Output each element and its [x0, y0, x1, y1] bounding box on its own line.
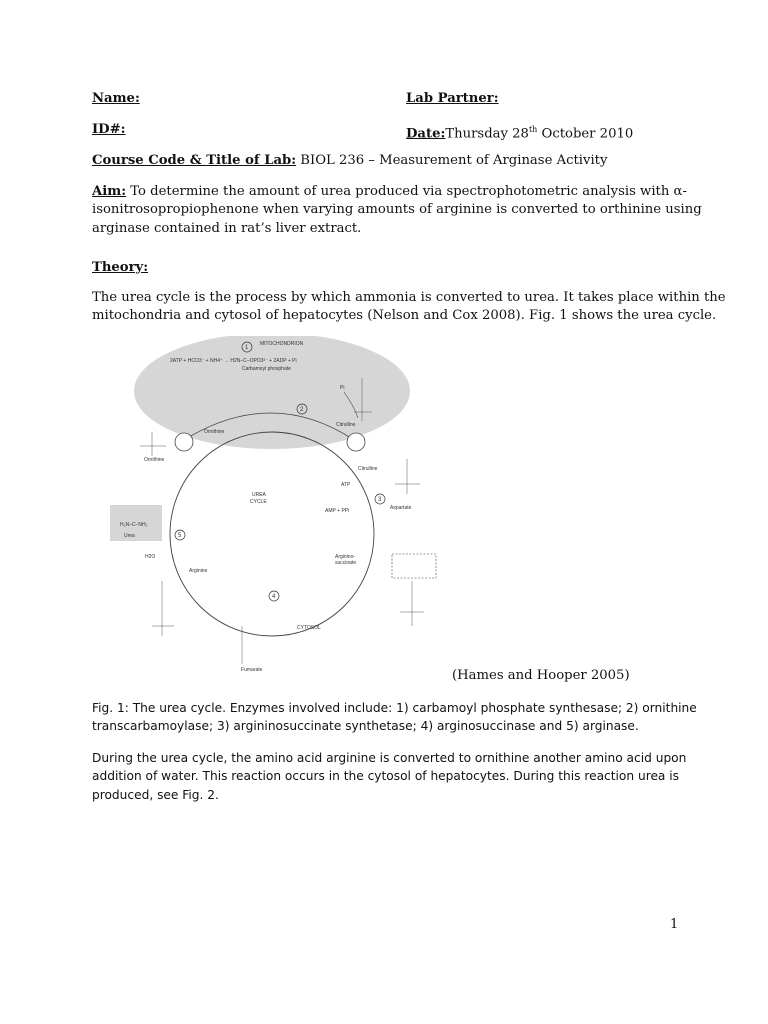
ornithine-transporter [175, 433, 193, 451]
course-label: Course Code & Title of Lab: [92, 153, 297, 168]
urea-formula: H₂N–C–NH₂ [120, 522, 148, 528]
aspartate-label: Aspartate [390, 505, 412, 511]
cycle-label: CYCLE [250, 499, 267, 505]
aim-paragraph [92, 183, 702, 238]
argininosuccinate-label: Arginino- [335, 554, 356, 560]
step-4-number: 4 [272, 594, 276, 600]
amp-label: AMP + PPi [325, 508, 350, 514]
body-line-1: During the urea cycle, the amino acid arginine is converted to ornithine another amino acid upon [92, 751, 687, 765]
page-number: 1 [670, 917, 679, 932]
structure-lines [140, 432, 424, 664]
urea-cycle-figure [92, 336, 622, 686]
figure-citation: (Hames and Hooper 2005) [452, 668, 630, 683]
citrulline-out-label: Citrulline [358, 466, 378, 472]
urea-label: Urea [124, 533, 135, 539]
fumarate-label: Fumarate [241, 667, 263, 673]
step-1-number: 1 [245, 345, 249, 351]
ornithine-struct-label: Ornithine [144, 457, 165, 463]
course-value: BIOL 236 – Measurement of Arginase Activity [296, 153, 608, 168]
mitochondrion-label: MITOCHONDRION [260, 341, 304, 347]
top-equation: 2ATP + HCO3⁻ + NH4⁺ → H2N–C–OPO3²⁻ + 2ADP + Pi [170, 358, 297, 364]
atp-label: ATP [341, 482, 351, 488]
date-value: Thursday 28 [445, 126, 529, 142]
argininosuccinate-label-2: succinate [335, 560, 357, 566]
caption-line-2: transcarbamoylase; 3) argininosuccinate synthetase; 4) arginosuccinase and 5) arginase. [92, 719, 639, 734]
caption-line-1: Fig. 1: The urea cycle. Enzymes involved include: 1) carbamoyl phosphate synthesase; 2) ornithine [92, 701, 697, 715]
pi-label: Pi [340, 385, 345, 391]
aim-line-3: arginase contained in rat’s liver extract. [92, 220, 362, 236]
date-label: Date: [406, 126, 446, 142]
arginine-label: Arginine [189, 568, 208, 574]
id-label: ID#: [92, 122, 126, 137]
theory-heading: Theory: [92, 260, 149, 275]
step-5-number: 5 [178, 533, 182, 539]
step-3-number: 3 [378, 497, 382, 503]
urea-cycle-label: UREA [252, 492, 266, 498]
course-line [92, 152, 607, 170]
aim-line-1: To determine the amount of urea produced via spectrophotometric analysis with α- [126, 184, 687, 199]
ornithine-label: Ornithine [204, 429, 225, 435]
figure-caption [92, 699, 697, 736]
body-line-3: produced, see Fig. 2. [92, 787, 219, 802]
date-line [406, 121, 633, 143]
date-rest: October 2010 [537, 126, 634, 142]
body-paragraph [92, 749, 692, 804]
carbamoyl-label: Carbamoyl phosphate [242, 366, 291, 372]
theory-intro [92, 289, 726, 326]
step-2-number: 2 [300, 407, 304, 413]
date-sup: th [528, 125, 538, 134]
name-label: Name: [92, 91, 140, 106]
body-line-2: addition of water. This reaction occurs in the cytosol of hepatocytes. During this reaction urea is [92, 769, 680, 784]
aim-line-2: isonitrosopropiophenone when varying amounts of arginine is converted to orthinine using [92, 202, 702, 218]
citrulline-label: Citrulline [336, 422, 356, 428]
theory-line-2: mitochondria and cytosol of hepatocytes (Nelson and Cox 2008). Fig. 1 shows the urea cycle. [92, 308, 717, 324]
theory-line-1: The urea cycle is the process by which ammonia is converted to urea. It takes place within the [92, 290, 726, 305]
fumarate-box [392, 554, 436, 578]
h2o-label: H2O [145, 554, 156, 560]
lab-partner-label: Lab Partner: [406, 91, 499, 106]
aim-label: Aim: [92, 184, 127, 199]
cytosol-label: CYTOSOL [297, 625, 321, 631]
citrulline-transporter [347, 433, 365, 451]
cycle-ring [170, 432, 374, 636]
